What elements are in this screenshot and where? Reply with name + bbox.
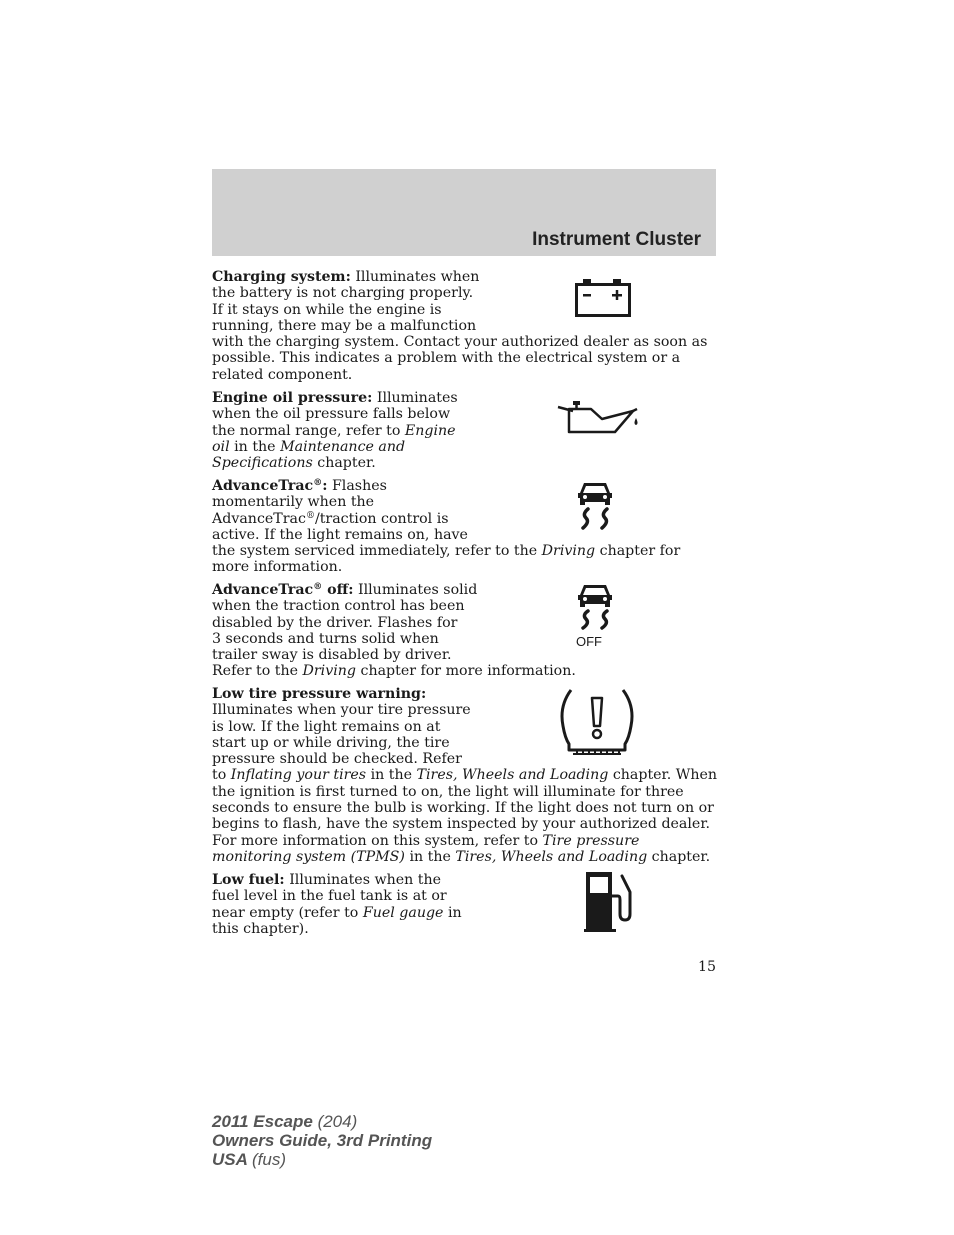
charging-system-paragraph: Charging system: Illuminates when the battery is not charging properly. If it stays on while the engine is running, there may be a malfunction with the charging system. Contact your authorized dealer as soon as possible. This indicates a problem with the electrical system or a related component. (212, 269, 708, 383)
footer-model-code: (204) (317, 1112, 358, 1131)
low-fuel-term: Low fuel: (212, 872, 285, 888)
battery-icon (574, 278, 632, 318)
chapter-title: Instrument Cluster (532, 229, 701, 250)
skidding-car-off-icon (574, 582, 616, 632)
engine-oil-pressure-paragraph: Engine oil pressure: Illuminates when the oil pressure falls below the normal range, refer to Engine oil in the Maintenance and Specifications chapter. (212, 390, 458, 472)
skidding-car-icon (574, 479, 616, 531)
fuel-pump-icon (582, 870, 636, 932)
oil-can-icon (555, 399, 641, 435)
advancetrac-off-icon-label: OFF (576, 634, 602, 649)
advancetrac-off-term: AdvanceTrac® off: (212, 582, 354, 598)
low-tire-pressure-term: Low tire pressure warning: (212, 686, 427, 702)
engine-oil-pressure-term: Engine oil pressure: (212, 390, 373, 406)
page-number: 15 (697, 959, 716, 975)
chapter-header-band (212, 169, 716, 256)
footer-model: 2011 Escape (212, 1112, 313, 1131)
footer-guide: Owners Guide, 3rd Printing (212, 1131, 433, 1150)
advancetrac-paragraph: AdvanceTrac®: Flashes momentarily when the AdvanceTrac®/traction control is active. If the light remains on, have the system serviced immediately, refer to the Driving chapter for more information. (212, 478, 681, 576)
footer-region-code: (fus) (252, 1150, 286, 1169)
charging-system-term: Charging system: (212, 269, 351, 285)
low-tire-pressure-paragraph: Low tire pressure warning: Illuminates when your tire pressure is low. If the light remains on at start up or while driving, the tire pressure should be checked. Refer to Inflating your tires in the Tires, Wheels and Loading chapter. When the ignition is first turned to on, the light will illuminate for three seconds to ensure the bulb is working. If the light does not turn on or begins to flash, have the system inspected by your authorized dealer. For more information on this system, refer to Tire pressure monitoring system (TPMS) in the Tires, Wheels and Loading chapter. (212, 686, 718, 865)
advancetrac-term: AdvanceTrac®: (212, 478, 328, 494)
low-fuel-paragraph: Low fuel: Illuminates when the fuel level in the fuel tank is at or near empty (refer to Fuel gauge in this chapter). (212, 872, 462, 937)
tire-pressure-icon (557, 686, 637, 758)
document-footer (212, 1112, 432, 1169)
footer-region: USA (212, 1150, 248, 1169)
advancetrac-off-paragraph: AdvanceTrac® off: Illuminates solid when the traction control has been disabled by the driver. Flashes for 3 seconds and turns solid when trailer sway is disabled by driver. Refer to the Driving chapter for more information. (212, 582, 576, 680)
